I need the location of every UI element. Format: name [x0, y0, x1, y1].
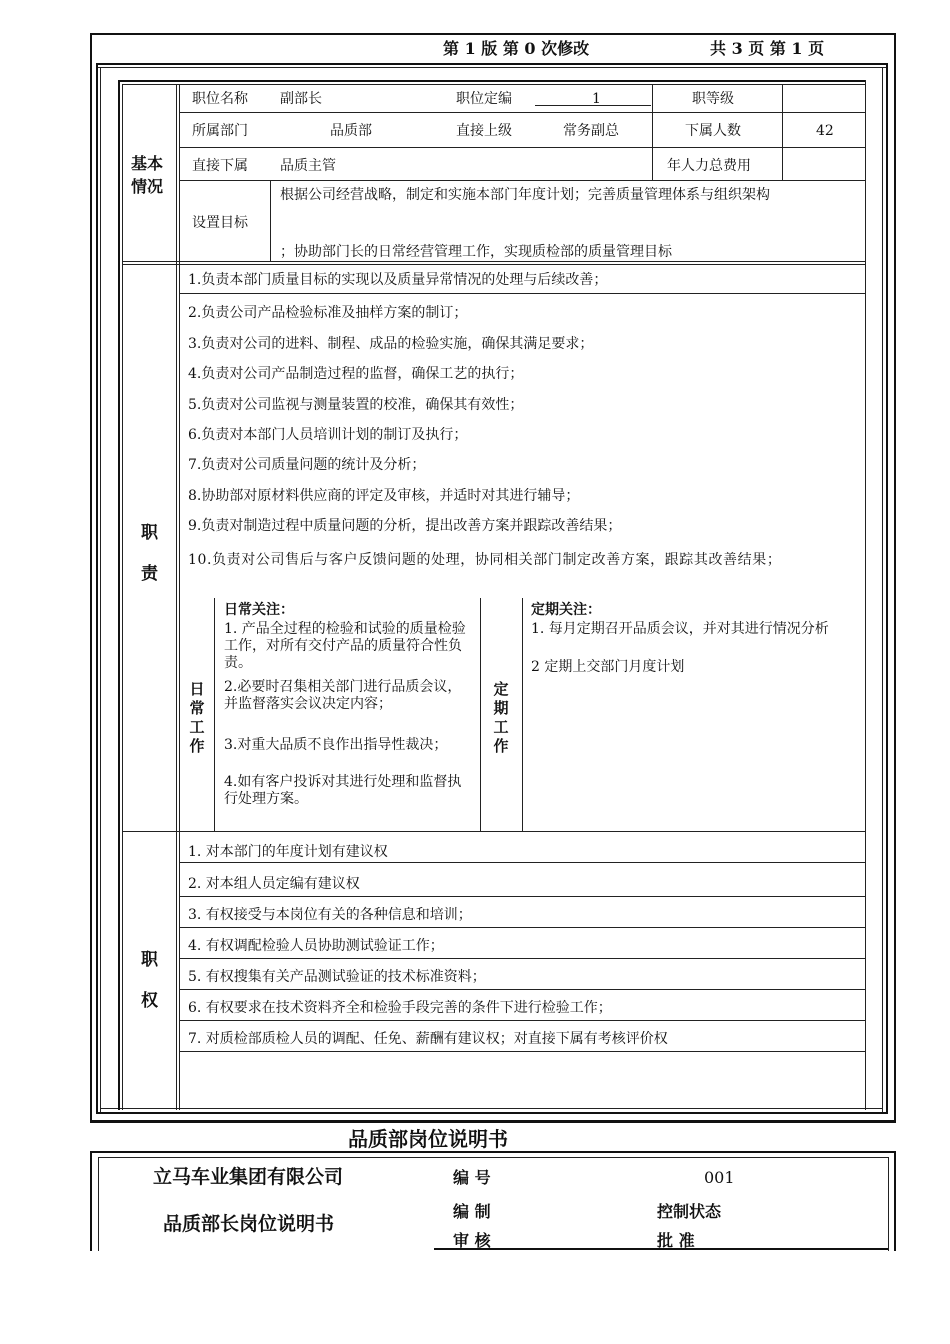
duty-item: 2.负责公司产品检验标准及抽样方案的制订； — [188, 305, 468, 321]
periodic-item: 1. 每月定期召开品质会议，并对其进行情况分析 — [531, 621, 829, 637]
goal-line-1: 根据公司经营战略，制定和实施本部门年度计划；完善质量管理体系与组织架构 — [280, 187, 770, 203]
rights-section-label-2: 权 — [141, 991, 158, 1011]
direct-sub-value: 品质主管 — [280, 158, 336, 174]
position-name-value: 副部长 — [280, 91, 322, 107]
right-item: 3. 有权接受与本岗位有关的各种信息和培训； — [188, 907, 472, 923]
quota-label: 职位定编 — [456, 91, 512, 107]
dept-value: 品质部 — [330, 123, 372, 139]
quota-value: 1 — [592, 91, 601, 107]
approve-label: 批 准 — [657, 1231, 695, 1250]
position-name-label: 职位名称 — [192, 91, 248, 107]
daily-item: 2.必要时召集相关部门进行品质会议，并监督落实会议决定内容； — [224, 679, 462, 712]
basic-section-label: 基本 — [131, 154, 164, 173]
dept-label: 所属部门 — [192, 123, 248, 139]
right-item: 2. 对本组人员定编有建议权 — [188, 876, 360, 892]
grade-label: 职等级 — [692, 91, 734, 107]
subordinates-label: 下属人数 — [685, 123, 741, 139]
periodic-item: 2 定期上交部门月度计划 — [531, 659, 685, 675]
basic-section-label-2: 情况 — [131, 177, 164, 196]
daily-item: 1. 产品全过程的检验和试验的质量检验工作，对所有交付产品的质量符合性负责。 — [224, 621, 466, 671]
duty-item: 4.负责对公司产品制造过程的监督，确保工艺的执行； — [188, 366, 524, 382]
review-label: 审 核 — [453, 1231, 491, 1250]
periodic-title: 定期关注： — [531, 602, 601, 618]
right-item: 1. 对本部门的年度计划有建议权 — [188, 844, 388, 860]
duty-item: 3.负责对公司的进料、制程、成品的检验实施，确保其满足要求； — [188, 336, 594, 352]
duty-item: 9.负责对制造过程中质量问题的分析，提出改善方案并跟踪改善结果； — [188, 518, 622, 534]
control-status-label: 控制状态 — [657, 1202, 722, 1221]
right-item: 5. 有权搜集有关产品测试验证的技术标准资料； — [188, 969, 486, 985]
daily-work-label: 日常工作 — [189, 680, 205, 755]
duty-item: 7.负责对公司质量问题的统计及分析； — [188, 457, 426, 473]
duty-item: 5.负责对公司监视与测量装置的校准，确保其有效性； — [188, 397, 524, 413]
subordinates-value: 42 — [816, 123, 834, 139]
daily-title: 日常关注： — [224, 602, 294, 618]
company-name: 立马车业集团有限公司 — [153, 1166, 344, 1188]
duties-section-label: 职 — [141, 523, 158, 543]
next-page-title: 品质部岗位说明书 — [348, 1127, 508, 1151]
duties-section-label-2: 责 — [141, 564, 158, 584]
compiled-label: 编 制 — [453, 1202, 491, 1221]
annual-cost-label: 年人力总费用 — [667, 158, 751, 174]
goal-line-2: ；协助部门长的日常经营管理工作，实现质检部的质量管理目标 — [280, 244, 672, 260]
right-item: 6. 有权要求在技术资料齐全和检验手段完善的条件下进行检验工作； — [188, 1000, 612, 1016]
daily-item: 3.对重大品质不良作出指导性裁决； — [224, 737, 448, 753]
rights-section-label: 职 — [141, 950, 158, 970]
periodic-work-label: 定期工作 — [493, 680, 509, 755]
duty-item: 6.负责对本部门人员培训计划的制订及执行； — [188, 427, 468, 443]
page-count: 共 3 页 第 1 页 — [710, 39, 825, 58]
right-item: 4. 有权调配检验人员协助测试验证工作； — [188, 938, 444, 954]
direct-sub-label: 直接下属 — [192, 158, 248, 174]
number-label: 编 号 — [453, 1168, 491, 1187]
duty-item: 10.负责对公司售后与客户反馈问题的处理，协同相关部门制定改善方案，跟踪其改善结果； — [188, 552, 782, 568]
doc-name: 品质部长岗位说明书 — [163, 1213, 335, 1235]
version-info: 第 1 版 第 0 次修改 — [443, 39, 590, 58]
daily-item: 4.如有客户投诉对其进行处理和监督执行处理方案。 — [224, 774, 462, 807]
superior-label: 直接上级 — [456, 123, 512, 139]
goal-label: 设置目标 — [192, 215, 248, 231]
right-item: 7. 对质检部质检人员的调配、任免、薪酬有建议权；对直接下属有考核评价权 — [188, 1031, 668, 1047]
duty-item: 8.协助部对原材料供应商的评定及审核，并适时对其进行辅导； — [188, 488, 580, 504]
superior-value: 常务副总 — [563, 123, 619, 139]
duty-item: 1.负责本部门质量目标的实现以及质量异常情况的处理与后续改善； — [188, 272, 608, 288]
number-value: 001 — [704, 1168, 735, 1187]
